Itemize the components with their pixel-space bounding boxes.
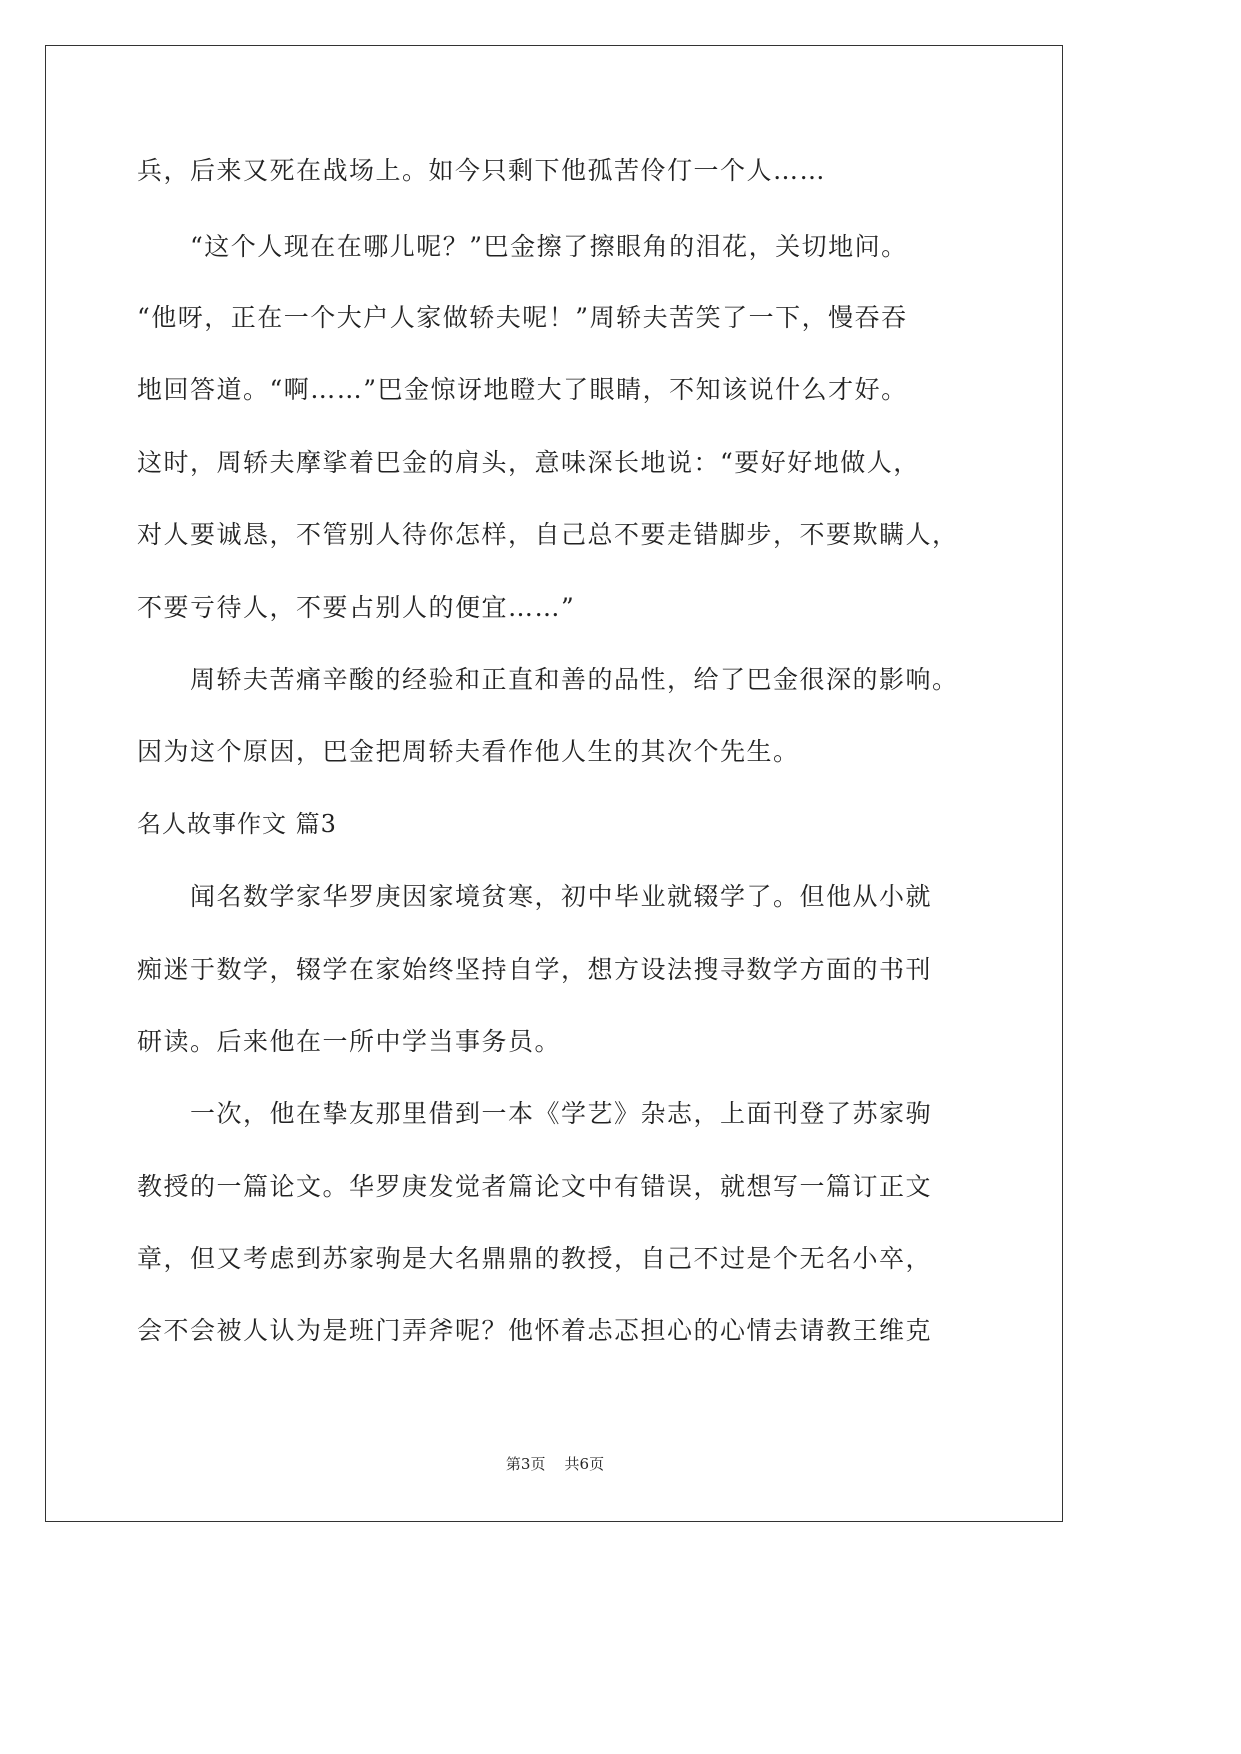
text-line: 兵，后来又死在战场上。如今只剩下他孤苦伶仃一个人…… — [137, 156, 827, 185]
text-line: 不要亏待人，不要占别人的便宜……” — [137, 593, 576, 622]
text-line: 一次，他在挚友那里借到一本《学艺》杂志，上面刊登了苏家驹 — [190, 1099, 933, 1128]
text-line: “这个人现在在哪儿呢？”巴金擦了擦眼角的泪花，关切地问。 — [190, 232, 908, 261]
text-line: 教授的一篇论文。华罗庚发觉者篇论文中有错误，就想写一篇订正文 — [137, 1172, 933, 1201]
section-heading: 名人故事作文 篇3 — [137, 810, 337, 838]
text-line: 这时，周轿夫摩挲着巴金的肩头，意味深长地说：“要好好地做人， — [137, 448, 920, 477]
page-frame — [45, 45, 1063, 1522]
page-number: 第3页 共6页 — [505, 1455, 605, 1473]
text-line: 会不会被人认为是班门弄斧呢？他怀着忐忑担心的心情去请教王维克 — [137, 1316, 933, 1345]
text-line: 研读。后来他在一所中学当事务员。 — [137, 1027, 562, 1056]
text-line: 章，但又考虑到苏家驹是大名鼎鼎的教授，自己不过是个无名小卒， — [137, 1244, 933, 1273]
text-line: 对人要诚恳，不管别人待你怎样，自己总不要走错脚步，不要欺瞒人， — [137, 520, 959, 549]
text-line: 闻名数学家华罗庚因家境贫寒，初中毕业就辍学了。但他从小就 — [190, 882, 933, 911]
text-line: 因为这个原因，巴金把周轿夫看作他人生的其次个先生。 — [137, 737, 800, 766]
text-line: 地回答道。“啊……”巴金惊讶地瞪大了眼睛，不知该说什么才好。 — [137, 375, 908, 404]
text-line: 周轿夫苦痛辛酸的经验和正直和善的品性，给了巴金很深的影响。 — [190, 665, 959, 694]
text-line: 痴迷于数学，辍学在家始终坚持自学，想方设法搜寻数学方面的书刊 — [137, 955, 933, 984]
text-line: “他呀，正在一个大户人家做轿夫呢！”周轿夫苦笑了一下，慢吞吞 — [137, 303, 908, 332]
